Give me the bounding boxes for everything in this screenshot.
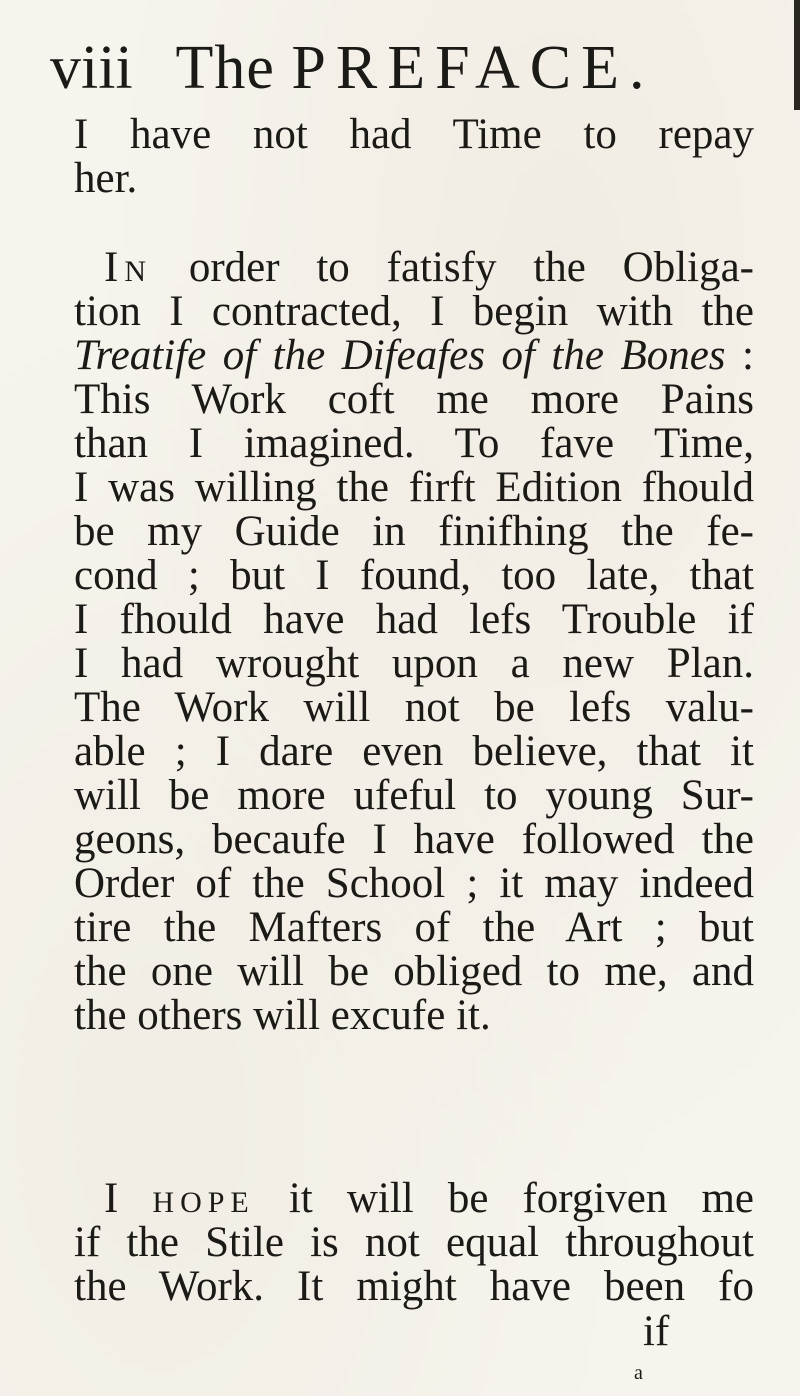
text-line: if the Stile is not equal throughout [74,1219,754,1266]
text-line: her. [74,155,138,202]
paragraph-1 [74,113,754,201]
page-number: viii [50,34,133,102]
text-line: the others will excufe it. [74,992,491,1039]
text-line: I was willing the firft Edition fhould [74,464,754,511]
paragraph-initial: I [104,1175,119,1222]
text-line [74,1177,754,1221]
text-line: will be more ufeful to young Sur- [74,772,754,819]
text-line-rest: order to fatisfy the Obliga- [188,244,755,291]
text-line: cond ; but I found, too late, that [74,552,754,599]
text-line: be my Guide in finifhing the fe- [74,508,754,555]
page-edge-shadow [794,0,800,110]
running-title-the: The [175,34,275,102]
text-line: Order of the School ; it may indeed [74,860,754,907]
book-title-italic: Treatife of the Difeafes of the Bones [74,332,726,379]
text-line: geons, becaufe I have followed the [74,816,754,863]
text-line: tire the Mafters of the Art ; but [74,904,754,951]
text-line: The Work will not be lefs valu- [74,684,754,731]
text-line [74,334,754,378]
text-line [74,246,754,290]
catchword: if [643,1308,670,1355]
text-line: the Work. It might have been fo [74,1263,754,1310]
text-line: I had wrought upon a new Plan. [74,640,754,687]
text-line: This Work coft me more Pains [74,376,754,423]
text-line: able ; I dare even believe, that it [74,728,754,775]
running-title-preface: PREFACE. [291,34,655,102]
text-line-rest: it will be forgiven me [288,1175,755,1222]
text-line: than I imagined. To fave Time, [74,420,754,467]
text-line: the one will be obliged to me, and [74,948,754,995]
text-line-end: : [725,332,754,379]
running-title [176,28,655,108]
text-line: I have not had Time to repay [74,111,754,158]
paragraph-3 [74,1177,754,1309]
signature-mark: a [634,1362,643,1384]
running-head [50,28,750,108]
text-line: I fhould have had lefs Trouble if [74,596,754,643]
paragraph-2 [74,246,754,1038]
text-line: tion I contracted, I begin with the [74,288,754,335]
small-caps-word: hope [152,1175,255,1222]
paragraph-initial: In [104,244,152,291]
